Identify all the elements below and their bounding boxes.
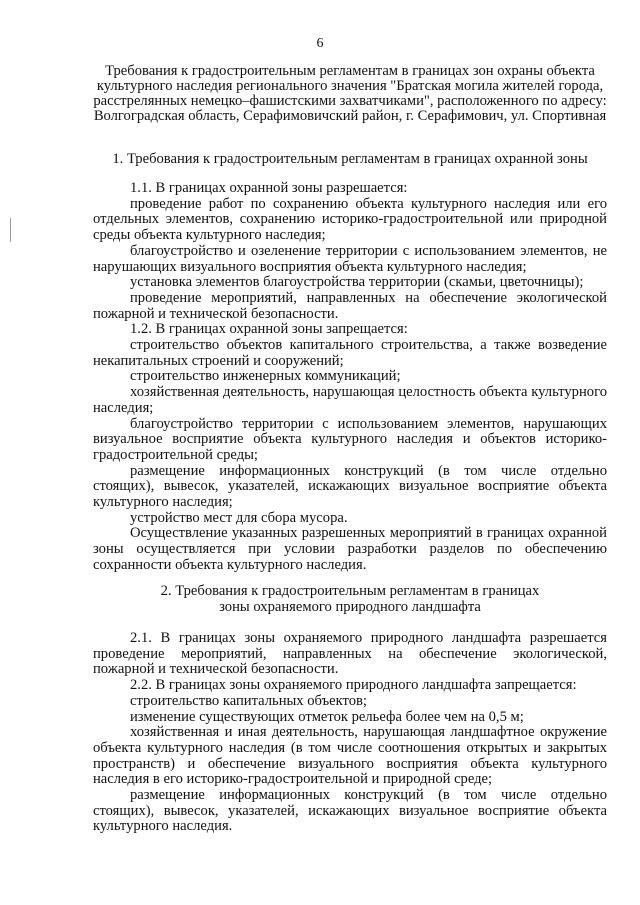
paragraph-1-2: 1.2. В границах охранной зоны запрещается: — [130, 321, 408, 338]
section-2-heading-line-2: зоны охраняемого природного ландшафта — [219, 599, 481, 615]
list-item: размещение информационных конструкций (в том числе отдельно стоящих), вывесок, указателей, искажающих визуальное восприятие объекта культурного наследия. — [93, 787, 607, 835]
list-item: благоустройство территории с использованием элементов, нарушающих визуальное восприятие объекта культурного наследия и объектов историко-градостроительной среды; — [93, 415, 607, 463]
list-item: изменение существующих отметок рельефа более чем на 0,5 м; — [130, 708, 524, 725]
list-item: строительство объектов капитального строительства, а также возведение некапитальных строений и сооружений; — [93, 337, 607, 369]
list-item: хозяйственная деятельность, нарушающая целостность объекта культурного наследия; — [93, 384, 607, 416]
list-item: строительство капитальных объектов; — [130, 692, 367, 709]
section-2-heading-line-1: 2. Требования к градостроительным регламентам в границах — [160, 583, 540, 599]
list-item: хозяйственная и иная деятельность, нарушающая ландшафтное окружение объекта культурного наследия (в том числе соотношения открытых и закрытых пространств) и обеспечение визуального восприятия объекта культурного наследия в его историко-градостроительной и природной среде; — [93, 724, 607, 788]
section-1-heading: 1. Требования к градостроительным регламентам в границах охранной зоны — [112, 151, 588, 167]
section-1-body — [93, 181, 607, 574]
page-number: 6 — [316, 36, 324, 51]
closing-paragraph: Осуществление указанных разрешенных мероприятий в границах охранной зоны осуществляется при условии разработки разделов по обеспечению сохранности объекта культурного наследия. — [93, 525, 607, 573]
scan-margin-mark — [10, 218, 11, 242]
section-2-heading — [60, 583, 640, 615]
list-item: установка элементов благоустройства территории (скамьи, цветочницы); — [130, 274, 584, 291]
document-title: Требования к градостроительным регламентам в границах зон охраны объекта культурного наследия регионального значения "Братская могила жителей города, расстрелянных немецко–фашистскими захватчиками", расположенного по адресу: Волгоградская область, Серафимовичский район, г. Серафимович, ул. Спортивная — [93, 63, 607, 124]
paragraph-2-1: 2.1. В границах зоны охраняемого природного ландшафта разрешается проведение мероприятий, направленных на обеспечение экологической, пожарной и технической безопасности. — [93, 630, 607, 678]
paragraph-1-1: 1.1. В границах охранной зоны разрешается: — [130, 180, 408, 196]
list-item: строительство инженерных коммуникаций; — [130, 368, 401, 385]
list-item: благоустройство и озеленение территории с использованием элементов, не нарушающих визуального восприятия объекта культурного наследия; — [93, 242, 607, 275]
paragraph-2-2: 2.2. В границах зоны охраняемого природного ландшафта запрещается: — [130, 677, 577, 694]
list-item: устройство мест для сбора мусора. — [130, 509, 348, 526]
list-item: проведение мероприятий, направленных на обеспечение экологической пожарной и технической безопасности. — [93, 289, 607, 322]
section-2-body — [93, 631, 607, 835]
list-item: размещение информационных конструкций (в том числе отдельно стоящих), вывесок, указателей, искажающих визуальное восприятие объекта культурного наследия; — [93, 462, 607, 511]
list-item: проведение работ по сохранению объекта культурного наследия или его отдельных элементов, сохранению историко-градостроительной или природной среды объекта культурного наследия; — [93, 195, 607, 244]
